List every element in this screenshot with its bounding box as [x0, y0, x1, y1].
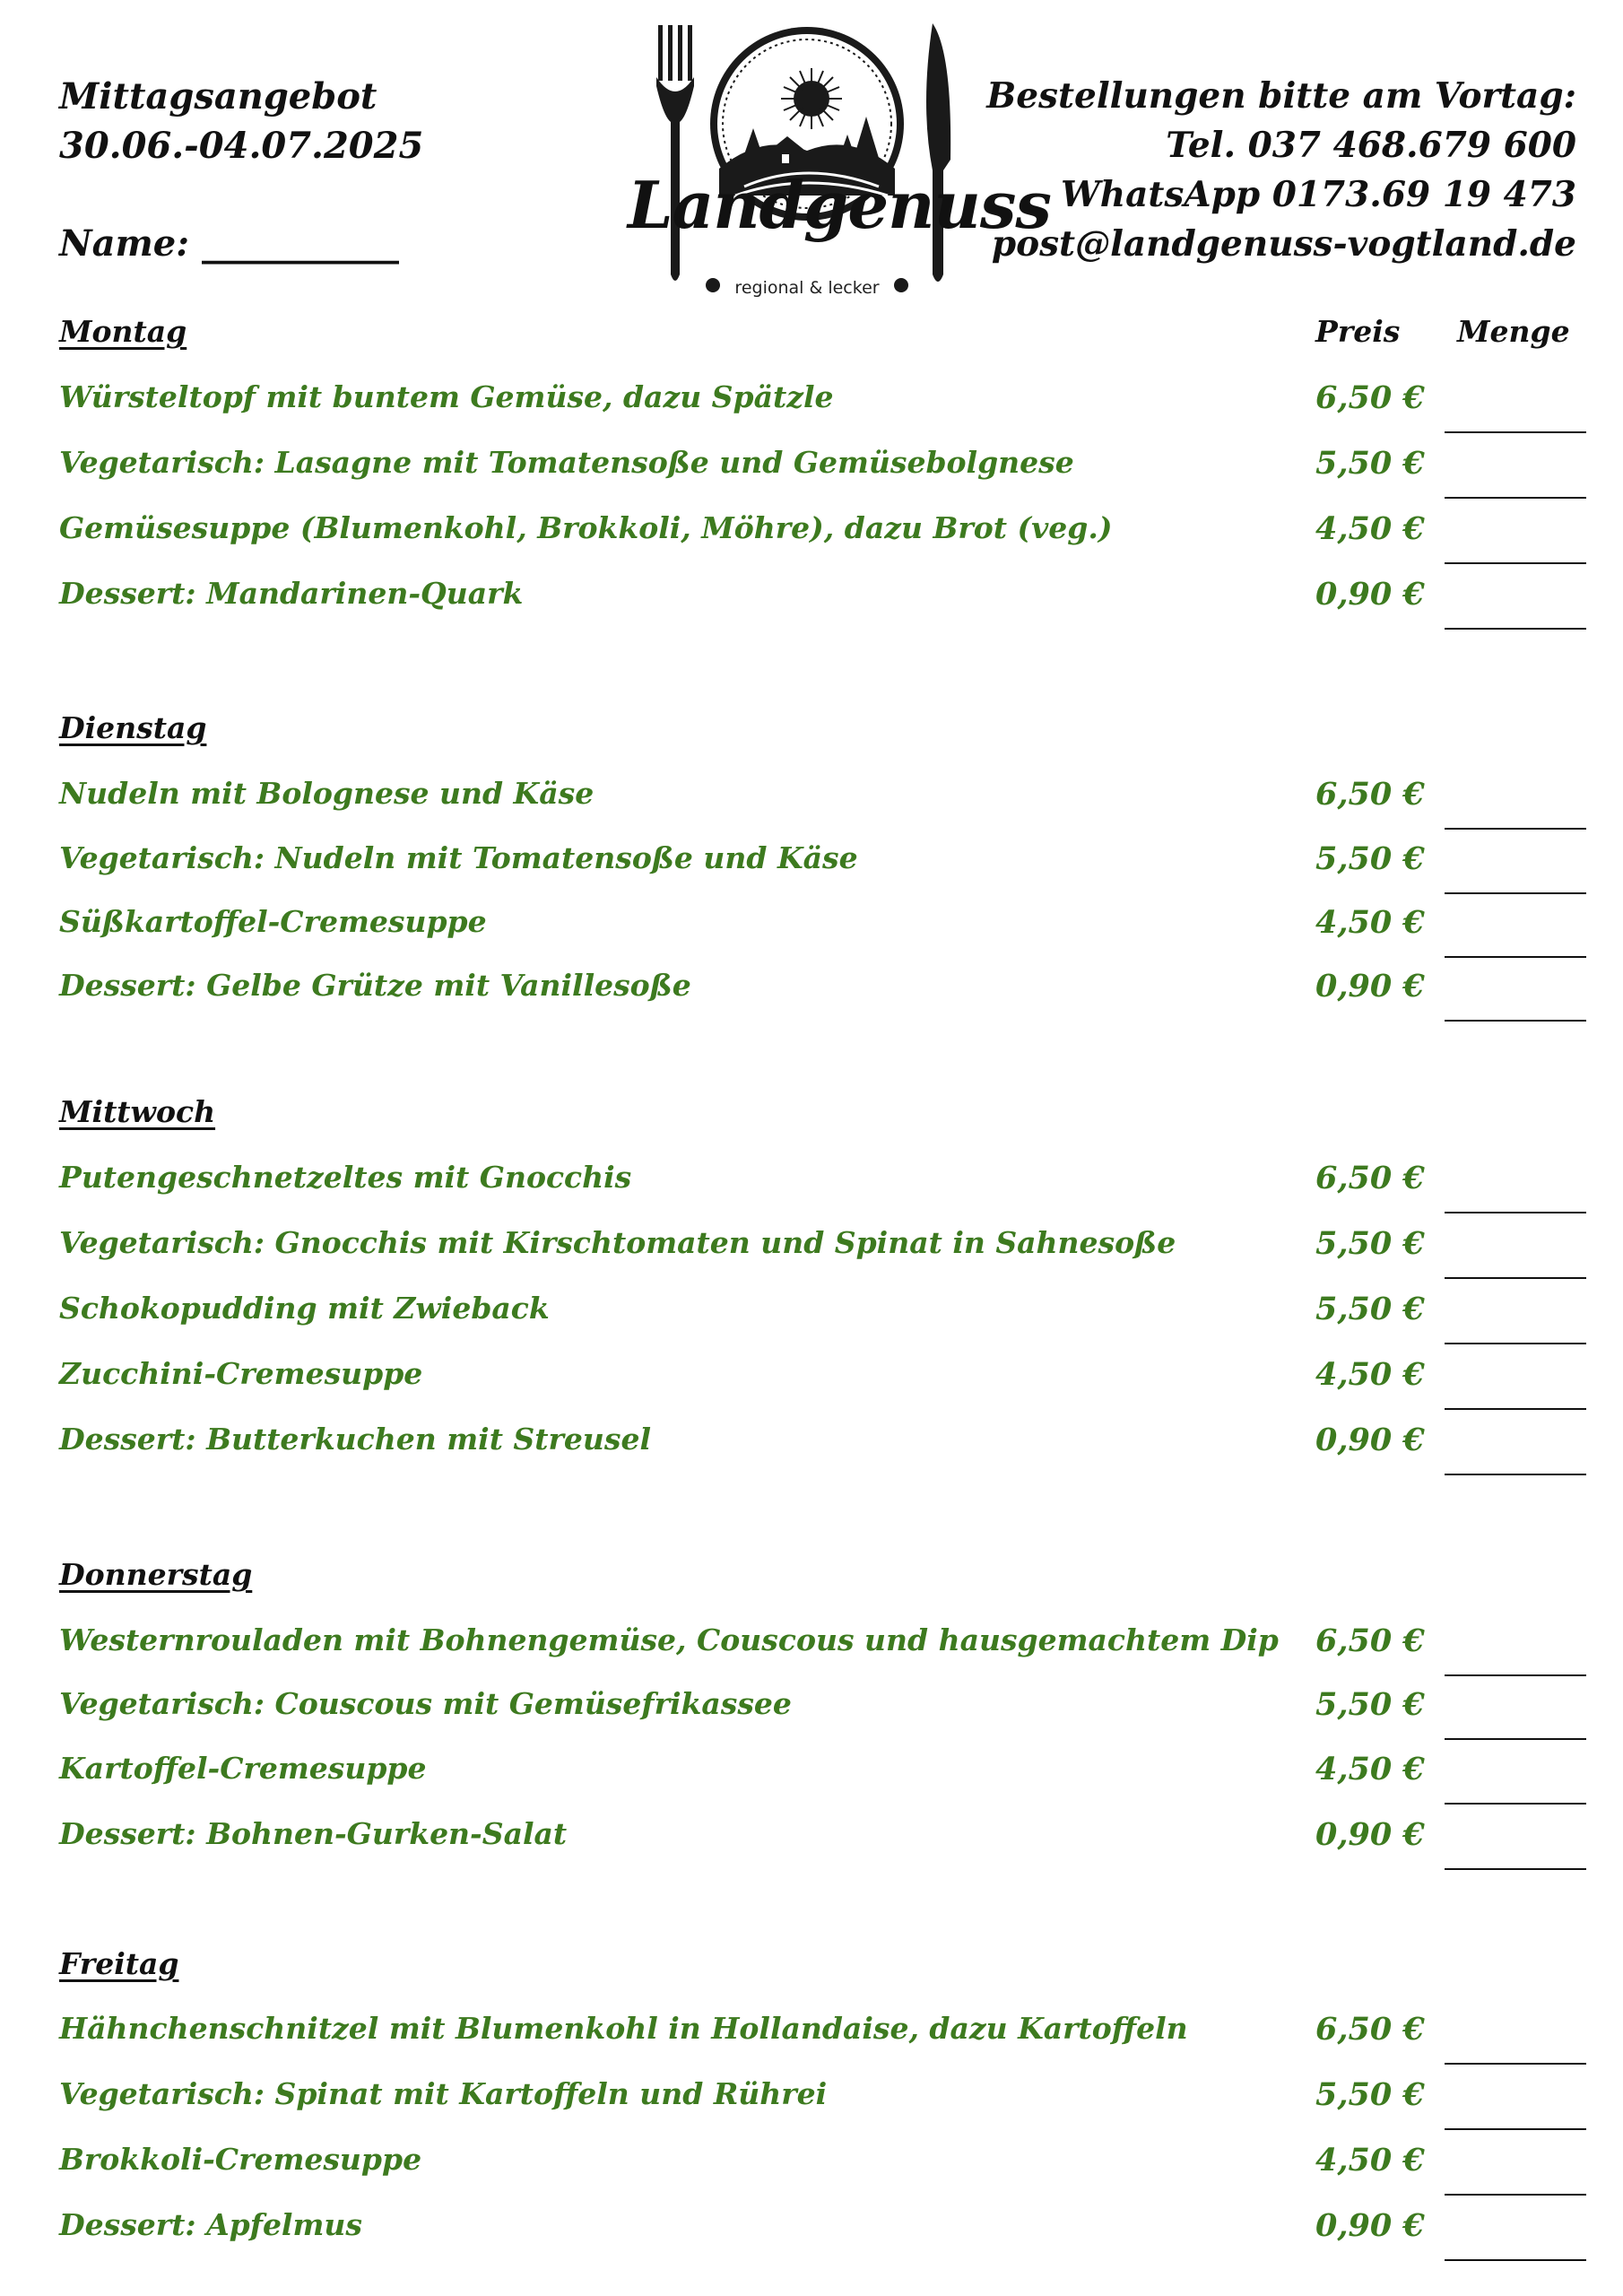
date-range: 30.06.-04.07.2025 [59, 125, 424, 167]
dish-price: 5,50 € [1315, 445, 1425, 482]
whatsapp-number: WhatsApp 0173.69 19 473 [1060, 174, 1576, 215]
order-note: Bestellungen bitte am Vortag: [986, 75, 1576, 117]
header-right [986, 72, 1576, 269]
menu-row [59, 1816, 1584, 1870]
dish-name: Westernrouladen mit Bohnengemüse, Couscous und hausgemachtem Dip [59, 1622, 1279, 1657]
header-left [59, 72, 423, 268]
menu-row [59, 510, 1584, 564]
dish-name: Vegetarisch: Couscous mit Gemüsefrikassee [59, 1686, 792, 1721]
dish-name: Schokopudding mit Zwieback [59, 1291, 550, 1326]
dish-name: Vegetarisch: Spinat mit Kartoffeln und Rührei [59, 2076, 828, 2111]
dish-name: Vegetarisch: Gnocchis mit Kirschtomaten und Spinat in Sahnesoße [59, 1225, 1176, 1260]
quantity-line[interactable] [1445, 1408, 1586, 1410]
phone-number: Tel. 037 468.679 600 [1166, 125, 1576, 166]
dish-price: 4,50 € [1315, 1751, 1425, 1787]
menu-row [59, 776, 1584, 830]
logo-tagline: regional & lecker [734, 278, 880, 298]
dish-name: Würsteltopf mit buntem Gemüse, dazu Spätzle [59, 379, 834, 414]
quantity-line[interactable] [1445, 1020, 1586, 1022]
dish-price: 0,90 € [1315, 1422, 1425, 1458]
name-field[interactable]: Name: ___________ [59, 222, 399, 265]
dish-price: 5,50 € [1315, 1225, 1425, 1262]
dish-name: Brokkoli-Cremesuppe [59, 2142, 422, 2177]
logo-title: Landgenuss [628, 167, 1051, 243]
dish-price: 5,50 € [1315, 2076, 1425, 2113]
dish-price: 0,90 € [1315, 2207, 1425, 2244]
menu-row [59, 1225, 1584, 1279]
dish-name: Putengeschnetzeltes mit Gnocchis [59, 1160, 632, 1195]
dish-name: Dessert: Butterkuchen mit Streusel [59, 1422, 651, 1457]
quantity-line[interactable] [1445, 956, 1586, 958]
dish-name: Vegetarisch: Nudeln mit Tomatensoße und Käse [59, 840, 858, 875]
menu-row [59, 1422, 1584, 1475]
menu-row [59, 1291, 1584, 1344]
quantity-line[interactable] [1445, 1674, 1586, 1676]
dish-price: 0,90 € [1315, 968, 1425, 1004]
dish-name: Vegetarisch: Lasagne mit Tomatensoße und Gemüsebolgnese [59, 445, 1074, 480]
menu-row [59, 1160, 1584, 1213]
quantity-column-header: Menge [1457, 314, 1570, 349]
dish-price: 0,90 € [1315, 576, 1425, 613]
menu-row [59, 1686, 1584, 1740]
dish-name: Dessert: Bohnen-Gurken-Salat [59, 1816, 568, 1851]
quantity-line[interactable] [1445, 828, 1586, 830]
dish-price: 5,50 € [1315, 1686, 1425, 1723]
dish-name: Dessert: Gelbe Grütze mit Vanillesoße [59, 968, 691, 1003]
quantity-line[interactable] [1445, 1212, 1586, 1213]
quantity-line[interactable] [1445, 628, 1586, 630]
dish-name: Kartoffel-Cremesuppe [59, 1751, 427, 1786]
dish-price: 6,50 € [1315, 1622, 1425, 1659]
quantity-line[interactable] [1445, 2128, 1586, 2130]
dish-name: Dessert: Mandarinen-Quark [59, 576, 524, 611]
quantity-line[interactable] [1445, 1868, 1586, 1870]
quantity-line[interactable] [1445, 1343, 1586, 1344]
dish-price: 5,50 € [1315, 840, 1425, 877]
quantity-line[interactable] [1445, 892, 1586, 894]
dish-price: 0,90 € [1315, 1816, 1425, 1853]
dish-price: 6,50 € [1315, 2011, 1425, 2048]
menu-row [59, 1751, 1584, 1805]
quantity-line[interactable] [1445, 562, 1586, 564]
quantity-line[interactable] [1445, 431, 1586, 433]
dish-price: 4,50 € [1315, 2142, 1425, 2179]
menu-row [59, 445, 1584, 499]
dish-name: Zucchini-Cremesuppe [59, 1356, 423, 1391]
menu-row [59, 2011, 1584, 2065]
dish-price: 4,50 € [1315, 510, 1425, 547]
dish-price: 6,50 € [1315, 1160, 1425, 1196]
menu-row [59, 576, 1584, 630]
menu-row [59, 840, 1584, 894]
dish-name: Süßkartoffel-Cremesuppe [59, 904, 487, 939]
menu-row [59, 379, 1584, 433]
landgenuss-logo [628, 16, 1051, 303]
quantity-line[interactable] [1445, 1277, 1586, 1279]
quantity-line[interactable] [1445, 2063, 1586, 2065]
menu-row [59, 1356, 1584, 1410]
dish-price: 5,50 € [1315, 1291, 1425, 1327]
day-name: Dienstag [59, 710, 207, 745]
menu-row [59, 904, 1584, 958]
dish-price: 4,50 € [1315, 1356, 1425, 1393]
menu-title: Mittagsangebot [59, 75, 378, 117]
menu-row [59, 2207, 1584, 2261]
menu-row [59, 1622, 1584, 1676]
quantity-line[interactable] [1445, 2194, 1586, 2196]
menu-row [59, 968, 1584, 1022]
dish-name: Hähnchenschnitzel mit Blumenkohl in Hollandaise, dazu Kartoffeln [59, 2011, 1188, 2046]
quantity-line[interactable] [1445, 497, 1586, 499]
dish-name: Dessert: Apfelmus [59, 2207, 362, 2242]
dish-price: 4,50 € [1315, 904, 1425, 941]
menu-row [59, 2076, 1584, 2130]
dish-price: 6,50 € [1315, 379, 1425, 416]
day-name: Mittwoch [59, 1094, 216, 1129]
menu-row [59, 2142, 1584, 2196]
dish-price: 6,50 € [1315, 776, 1425, 813]
quantity-line[interactable] [1445, 1803, 1586, 1805]
dish-name: Nudeln mit Bolognese und Käse [59, 776, 595, 811]
day-name: Donnerstag [59, 1557, 253, 1592]
quantity-line[interactable] [1445, 2259, 1586, 2261]
price-column-header: Preis [1315, 314, 1401, 349]
email-address[interactable]: post@landgenuss-vogtland.de [991, 223, 1576, 265]
quantity-line[interactable] [1445, 1474, 1586, 1475]
dish-name: Gemüsesuppe (Blumenkohl, Brokkoli, Möhre), dazu Brot (veg.) [59, 510, 1113, 545]
day-name: Freitag [59, 1946, 179, 1981]
quantity-line[interactable] [1445, 1738, 1586, 1740]
day-name: Montag [59, 314, 187, 349]
logo-emblem-icon [628, 16, 1051, 303]
